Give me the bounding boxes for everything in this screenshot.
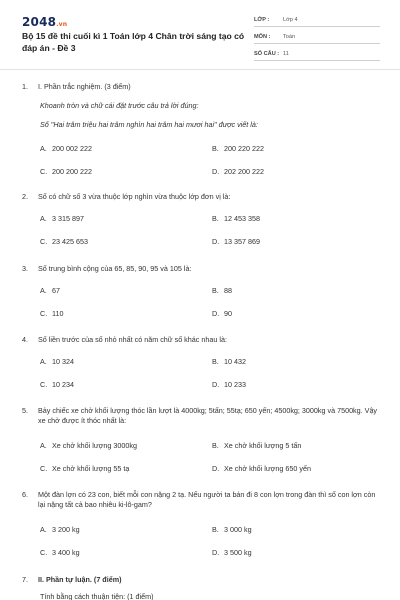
option-text: 10 432 (224, 357, 246, 366)
option-c[interactable] (40, 380, 210, 389)
option-text: 3 500 kg (224, 548, 252, 557)
meta-label: SỐ CÂU : (254, 51, 280, 57)
option-letter: C. (40, 309, 48, 318)
option-text: 202 200 222 (224, 167, 264, 176)
option-letter: A. (40, 441, 47, 450)
option-text: 88 (224, 286, 232, 295)
option-text: 200 002 222 (52, 144, 92, 153)
option-text: Xe chở khối lượng 5 tấn (224, 441, 302, 450)
option-d[interactable] (212, 237, 382, 246)
instruction-text: Khoanh tròn và chữ cái đặt trước câu trả lời đúng: (40, 101, 199, 110)
option-d[interactable] (212, 548, 382, 557)
option-a[interactable] (40, 144, 210, 153)
option-text: 90 (224, 309, 232, 318)
question-4 (22, 335, 382, 389)
option-a[interactable] (40, 286, 210, 295)
question-5 (22, 406, 382, 473)
option-text: 10 324 (52, 357, 74, 366)
question-number: 2. (22, 192, 28, 201)
meta-label: MÔN : (254, 34, 271, 40)
question-text: Số có chữ số 3 vừa thuộc lớp nghìn vừa thuộc lớp đơn vị là: (38, 192, 231, 201)
option-letter: C. (40, 167, 48, 176)
question-3 (22, 264, 382, 318)
page-header (0, 0, 400, 66)
option-text: 10 233 (224, 380, 246, 389)
question-number: 6. (22, 490, 28, 499)
option-a[interactable] (40, 357, 210, 366)
question-6 (22, 490, 382, 557)
option-letter: B. (212, 286, 219, 295)
option-text: 3 400 kg (52, 548, 80, 557)
site-logo[interactable] (22, 15, 67, 29)
meta-value: Lớp 4 (283, 17, 298, 23)
option-letter: D. (212, 464, 220, 473)
logo-text: 2048 (22, 15, 57, 29)
option-d[interactable] (212, 380, 382, 389)
logo-suffix: .vn (56, 21, 68, 28)
option-b[interactable] (212, 214, 382, 223)
meta-value: Toán (283, 34, 296, 40)
question-text: Số liền trước của số nhỏ nhất có năm chữ số khác nhau là: (38, 335, 227, 344)
option-letter: B. (212, 441, 219, 450)
option-letter: B. (212, 214, 219, 223)
option-letter: C. (40, 548, 48, 557)
option-c[interactable] (40, 237, 210, 246)
option-text: 12 453 358 (224, 214, 260, 223)
meta-label: LỚP : (254, 17, 270, 23)
option-text: 3 200 kg (52, 525, 80, 534)
option-letter: B. (212, 144, 219, 153)
option-letter: D. (212, 309, 220, 318)
question-subtext: Số "Hai trăm triệu hai trăm nghìn hai trăm hai mươi hai" được viết là: (40, 120, 258, 129)
option-letter: C. (40, 464, 48, 473)
option-letter: A. (40, 286, 47, 295)
option-letter: D. (212, 548, 220, 557)
option-b[interactable] (212, 357, 382, 366)
option-text: Xe chở khối lượng 650 yến (224, 464, 311, 473)
option-c[interactable] (40, 548, 210, 557)
option-c[interactable] (40, 464, 210, 473)
option-d[interactable] (212, 309, 382, 318)
option-text: Xe chở khối lượng 55 tạ (52, 464, 130, 473)
option-letter: B. (212, 525, 219, 534)
option-d[interactable] (212, 464, 382, 473)
option-letter: A. (40, 214, 47, 223)
meta-row-class (254, 14, 380, 27)
option-b[interactable] (212, 525, 382, 534)
option-a[interactable] (40, 525, 210, 534)
option-b[interactable] (212, 144, 382, 153)
question-text: Một đàn lợn có 23 con, biết mỗi con nặng 2 tạ. Nếu người ta bán đi 8 con lợn trong đàn thì số con lợn còn lại nặng tất cả bao nhiêu ki-lô-gam? (38, 490, 376, 509)
meta-box (254, 14, 380, 61)
option-letter: D. (212, 380, 220, 389)
question-text: II. Phần tự luận. (7 điểm) (38, 575, 122, 584)
option-text: 10 234 (52, 380, 74, 389)
question-number: 7. (22, 575, 28, 584)
option-letter: D. (212, 237, 220, 246)
meta-row-count (254, 48, 380, 61)
option-text: 13 357 869 (224, 237, 260, 246)
question-2 (22, 192, 382, 246)
header-divider (0, 69, 400, 70)
option-text: 23 425 653 (52, 237, 88, 246)
option-d[interactable] (212, 167, 382, 176)
option-a[interactable] (40, 214, 210, 223)
option-text: 3 000 kg (224, 525, 252, 534)
option-letter: A. (40, 357, 47, 366)
option-text: 200 220 222 (224, 144, 264, 153)
option-letter: C. (40, 237, 48, 246)
option-letter: B. (212, 357, 219, 366)
option-text: 67 (52, 286, 60, 295)
option-a[interactable] (40, 441, 210, 450)
option-text: 3 315 897 (52, 214, 84, 223)
question-text: Bảy chiếc xe chở khối lượng thóc lần lượt là 4000kg; 5tấn; 55tạ; 650 yến; 4500kg; 3000kg và 7500kg. Vậy xe chở được ít thóc nhất là: (38, 406, 378, 425)
question-1 (22, 82, 382, 176)
question-subtext: Tính bằng cách thuận tiện: (1 điểm) (40, 592, 154, 600)
question-number: 3. (22, 264, 28, 273)
question-number: 5. (22, 406, 28, 415)
question-text: I. Phần trắc nghiệm. (3 điểm) (38, 82, 131, 91)
document-title: Bộ 15 đề thi cuối kì 1 Toán lớp 4 Chân trời sáng tạo có đáp án - Đề 3 (22, 31, 245, 53)
question-7 (22, 575, 382, 600)
question-number: 1. (22, 82, 28, 91)
option-letter: D. (212, 167, 220, 176)
option-text: 200 200 222 (52, 167, 92, 176)
option-b[interactable] (212, 441, 382, 450)
option-letter: A. (40, 525, 47, 534)
option-letter: C. (40, 380, 48, 389)
option-text: 110 (52, 309, 64, 318)
question-text: Số trung bình cộng của 65, 85, 90, 95 và 105 là: (38, 264, 192, 273)
meta-row-subject (254, 31, 380, 44)
question-number: 4. (22, 335, 28, 344)
option-b[interactable] (212, 286, 382, 295)
meta-value: 11 (283, 51, 289, 57)
option-c[interactable] (40, 167, 210, 176)
option-text: Xe chở khối lượng 3000kg (52, 441, 137, 450)
option-letter: A. (40, 144, 47, 153)
option-c[interactable] (40, 309, 210, 318)
